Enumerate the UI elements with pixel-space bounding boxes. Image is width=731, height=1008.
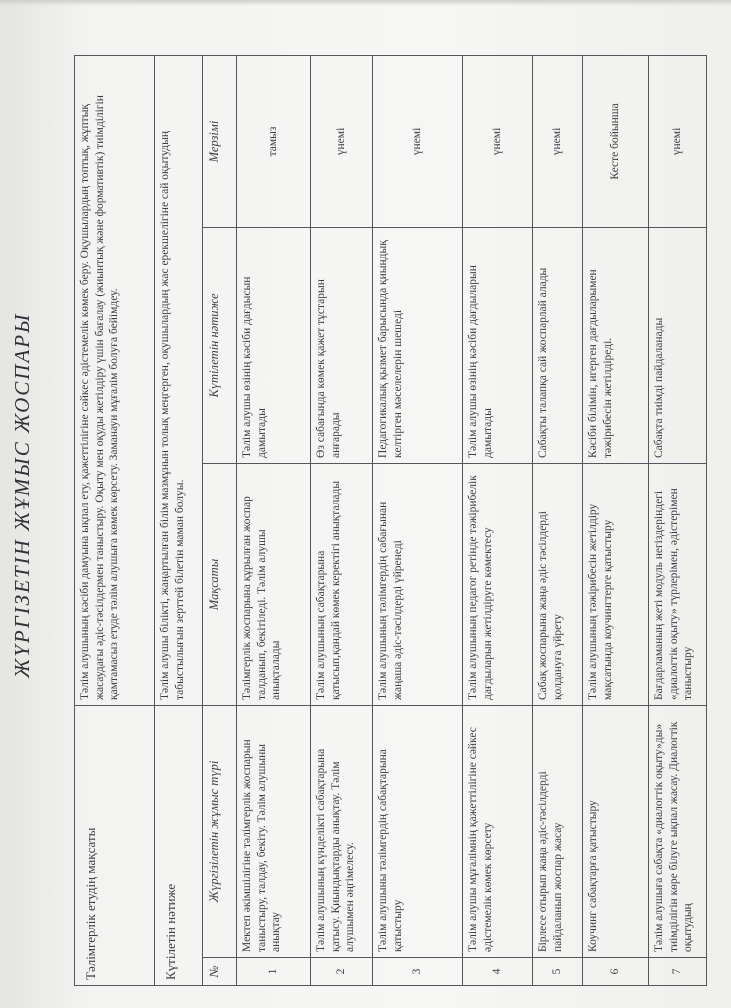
row-term: үнемі [649, 55, 707, 227]
row-term: үнемі [533, 55, 583, 227]
row-term: үнемі [373, 55, 463, 227]
row-type: Тәлім алушының күнделікті сабақтарына қатысу. Қиындықтарды анықтау. Тәлім алушымен әңгімелесу. [311, 705, 373, 957]
goal-text: Тәлім алушының кәсіби дамуына ықпал ету, қажеттілігіне сәйкес әдістемелік көмек беру. Оқушылардың топтық, жұптық жасаудағы әдіс-тәсілдермен таныстыру. Оқыту мен оқуды жетілдіру үшін бағалау (жиынтық және формативтік) тиімділігін қамтамасыз етуде тәлім алушыға көмек көрсету. Заманауи мұғалім болуға бейімдеу. [75, 55, 155, 705]
row-type: Тәлім алушыны тәлімгердің сабақтарына қатыстыру [373, 705, 463, 957]
header-num: № [203, 958, 237, 986]
row-num: 6 [583, 958, 649, 986]
row-outcome: Педагогикалық қызмет барысында қиындық келтірген мәселелерін шешеді [373, 227, 463, 463]
header-row [203, 55, 237, 985]
row-num: 2 [311, 958, 373, 986]
row-purpose: Тәлім алушының тәлімгердің сабағынан жаңаша әдіс-тәсілдерді үйренеді [373, 463, 463, 705]
row-term: Кесте бойынша [583, 55, 649, 227]
result-text: Тәлім алушы білікті, жаңартылған білім мазмұнын толық меңгерген, оқушылардың жас ерекшелігіне сай оқытудың табыстылығын зерттей білетін маман болуы. [155, 55, 203, 705]
table-row [463, 55, 533, 985]
row-outcome: Кәсіби білімін, игерген дағдыларымен тәжірибесін жетілдіреді. [583, 227, 649, 463]
row-purpose: Сабақ жоспарына жаңа әдіс тәсілдерді қолдануға үйрету [533, 463, 583, 705]
row-num: 7 [649, 958, 707, 986]
row-term: үнемі [311, 55, 373, 227]
row-num: 4 [463, 958, 533, 986]
row-num: 1 [237, 958, 311, 986]
row-outcome: Тәлім алушы өзінің кәсіби дағдысын дамытады [237, 227, 311, 463]
document-title: ЖҮРГІЗЕТІН ЖҰМЫС ЖОСПАРЫ [10, 312, 34, 678]
row-outcome: Тәлім алушы өзінің кәсіби дағдыларын дамытады [463, 227, 533, 463]
row-purpose: Тәлімгерлік жоспарына құрылған жоспар талданып, бекітіледі. Тәлім алушы анықталады [237, 463, 311, 705]
table-row [373, 55, 463, 985]
row-purpose: Тәлім алушының тәжірибесін жетілдіру мақсатында коучингтерге қатыстыру [583, 463, 649, 705]
row-type: Бірлесе отырып жаңа әдіс-тәсілдерді пайдаланып жоспар жасау [533, 705, 583, 957]
header-term: Мерзімі [203, 55, 237, 227]
row-purpose: Тәлім алушының педагог ретінде тәжірибелік дағдыларын жетілдіруге көмектесу [463, 463, 533, 705]
table-row [311, 55, 373, 985]
header-purpose: Мақсаты [203, 463, 237, 705]
table-row [649, 55, 707, 985]
row-purpose: Бағдарламаның жеті модуль негіздеріндегі «диалогтік оқыту» түрлерімен, әдістерімен таныстыру [649, 463, 707, 705]
row-outcome: Өз сабағында көмек қажет тұстарын анғарады [311, 227, 373, 463]
row-term: тамыз [237, 55, 311, 227]
row-outcome: Сабақта тиімді пайдаланады [649, 227, 707, 463]
row-num: 5 [533, 958, 583, 986]
table-row [533, 55, 583, 985]
row-num: 3 [373, 958, 463, 986]
goal-row [75, 55, 155, 985]
row-type: Коучинг сабақтарға қатыстыру [583, 705, 649, 957]
goal-label: Тәлімгерлік етудің мақсаты [75, 705, 155, 985]
work-plan-table [74, 55, 707, 986]
row-outcome: Сабақты талапқа сай жоспарлай алады [533, 227, 583, 463]
row-type: Тәлім алушы мұғалімнің қажеттілігіне сәйкес әдістемелік көмек көрсету [463, 705, 533, 957]
result-label: Күтілетін нәтиже [155, 705, 203, 985]
row-type: Тәлім алушыға сабақта «диалогтік оқыту»ды» тиімділігін көре білуге ықпал жасау. Диалогтік оқытудың [649, 705, 707, 957]
table-row [237, 55, 311, 985]
row-type: Мектеп әкімшілігіне тәлімгерлік жоспарын таныстыру, талдау, бекіту. Тәлім алушыны анықтау [237, 705, 311, 957]
row-purpose: Тәлім алушының сабақтарына қатысып,қандай көмек керектігі анықталады [311, 463, 373, 705]
row-term: үнемі [463, 55, 533, 227]
table-row [583, 55, 649, 985]
header-outcome: Күтілетін нәтиже [203, 227, 237, 463]
result-row [155, 55, 203, 985]
header-type: Жүргізілетін жұмыс түрі [203, 705, 237, 957]
